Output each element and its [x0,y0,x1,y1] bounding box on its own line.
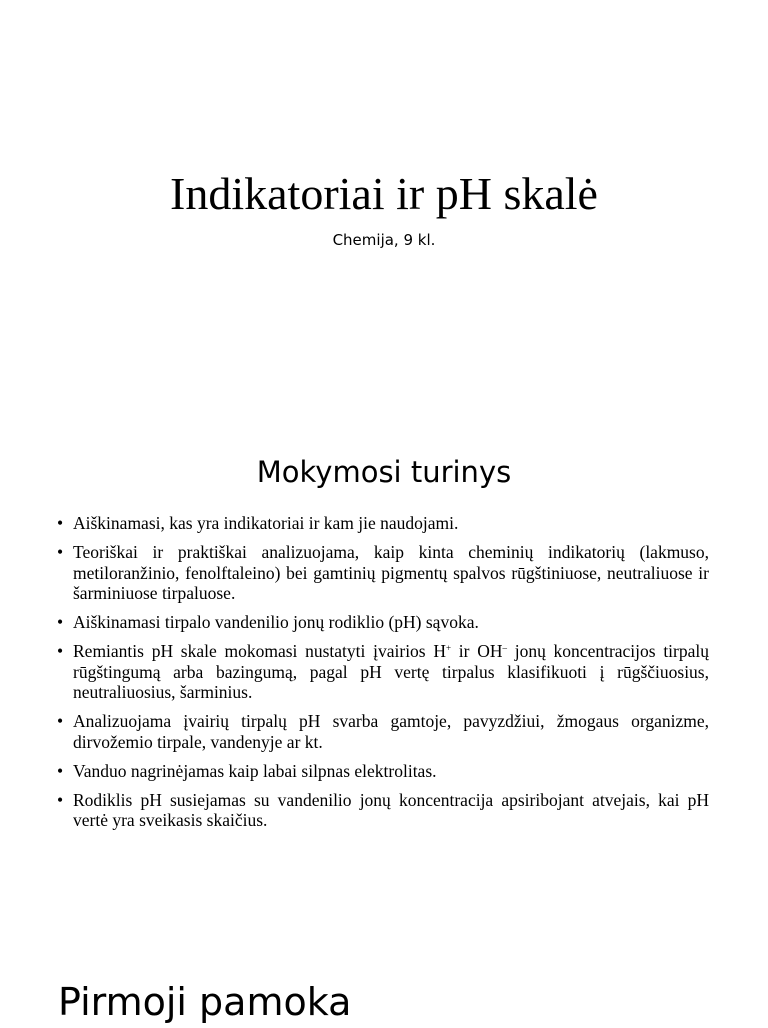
list-item-text: Rodiklis pH susiejamas su vandenilio jonų koncentracija apsiribojant atvejais, kai pH vertė yra sveikasis skaičius. [73,789,709,830]
slide-subtitle: Chemija, 9 kl. [332,231,436,249]
text-segment: ir OH [451,641,503,661]
list-item [57,542,709,604]
text-segment: Remiantis pH skale mokomasi nustatyti įvairios H [73,641,446,661]
bullet-icon: • [57,711,64,731]
list-item [57,641,709,703]
section-heading-first-lesson: Pirmoji pamoka [58,980,352,1024]
bullet-icon: • [57,612,64,632]
list-item [57,761,709,782]
learning-content-list [57,513,709,839]
superscript-charge-plus: + [445,643,452,653]
list-item-text: Aiškinamasi tirpalo vandenilio jonų rodiklio (pH) sąvoka. [73,612,479,632]
list-item [57,612,709,633]
list-item-text [73,641,709,703]
text-segment: jonų koncentracijos tirpalų rūgštingumą arba bazingumą, pagal pH vertę tirpalus klasifikuoti į rūgščiuosius, neutraliuosius, šarminius. [73,641,709,702]
bullet-icon: • [57,542,64,562]
list-item [57,513,709,534]
superscript-charge-minus: – [502,643,507,653]
list-item-text: Analizuojama įvairių tirpalų pH svarba gamtoje, pavyzdžiui, žmogaus organizme, dirvožemio tirpale, vandenyje ar kt. [73,711,709,752]
list-item [57,790,709,831]
section-heading-learning-content: Mokymosi turinys [256,455,512,489]
slide-title: Indikatoriai ir pH skalė [170,168,598,219]
list-item-text: Teoriškai ir praktiškai analizuojama, kaip kinta cheminių indikatorių (lakmuso, metiloranžinio, fenolftaleino) bei gamtinių pigmentų spalvos rūgštiniuose, neutraliuose ir šarminiuose tirpaluose. [73,542,709,603]
bullet-icon: • [57,513,64,533]
list-item [57,711,709,752]
bullet-icon: • [57,641,64,661]
bullet-icon: • [57,760,64,781]
list-item-text: Aiškinamasi, kas yra indikatoriai ir kam jie naudojami. [73,513,459,533]
list-item-text: Vanduo nagrinėjamas kaip labai silpnas elektrolitas. [73,760,437,781]
bullet-icon: • [57,789,64,810]
